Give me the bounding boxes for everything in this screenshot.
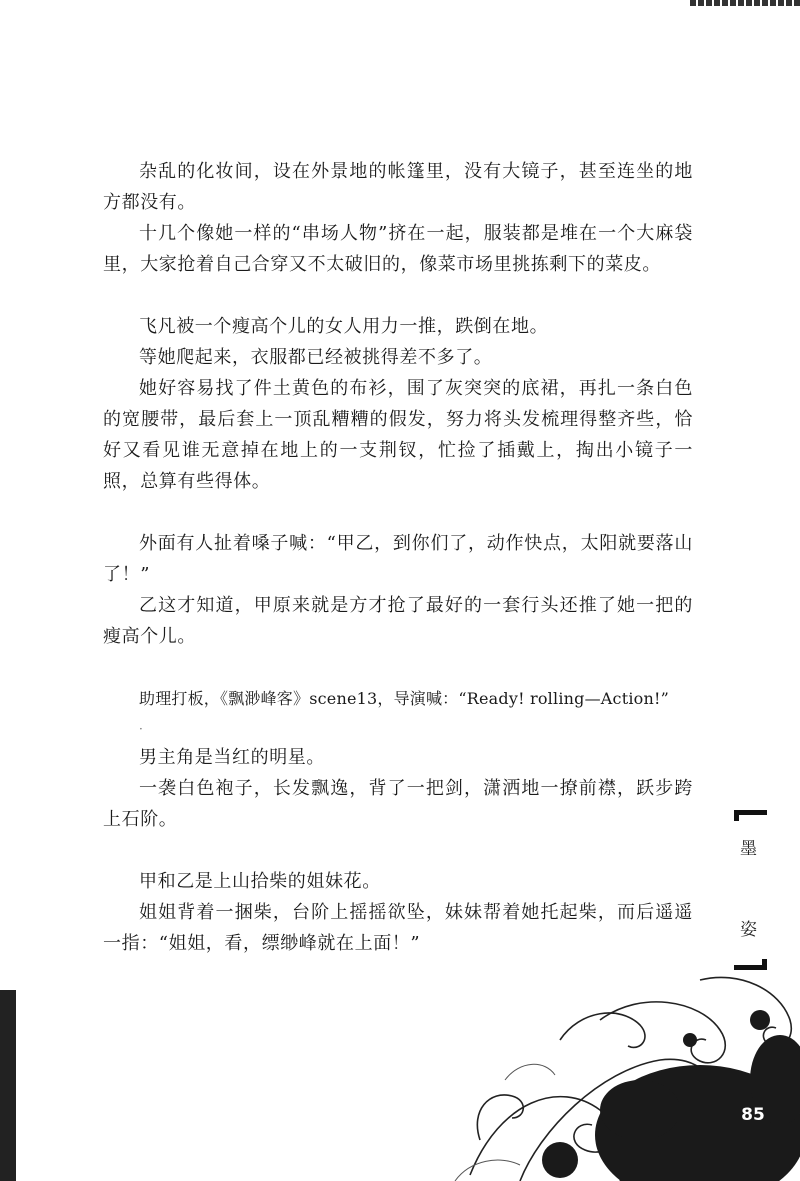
paragraph-2: 十几个像她一样的“串场人物”挤在一起，服装都是堆在一个大麻袋里，大家抢着自己合穿又不太破旧的，像菜市场里挑拣剩下的菜皮。 (103, 223, 693, 275)
paragraph-3: 飞凡被一个瘦高个儿的女人用力一推，跌倒在地。 (139, 316, 549, 337)
paragraph-6: 外面有人扯着嗓子喊：“甲乙，到你们了，动作快点，太阳就要落山了！” (103, 533, 693, 585)
side-char-1: 墨 (740, 839, 757, 859)
paragraph-8: 助理打板，《飘渺峰客》scene13，导演喊：“Ready! rolling—Action!” (139, 689, 669, 708)
side-char-2: 姿 (740, 920, 757, 940)
paragraph-4: 等她爬起来，衣服都已经被挑得差不多了。 (139, 347, 493, 368)
page-number: 85 (741, 1105, 765, 1125)
paragraph-10: 一袭白色袍子，长发飘逸，背了一把剑，潇洒地一撩前襟，跃步跨上石阶。 (103, 778, 693, 830)
paragraph-7: 乙这才知道，甲原来就是方才抢了最好的一套行头还推了她一把的瘦高个儿。 (103, 595, 693, 647)
paragraph-9: 男主角是当红的明星。 (139, 747, 325, 768)
header-strip (690, 0, 800, 6)
body-text (103, 156, 693, 959)
paragraph-5: 她好容易找了件土黄色的布衫，围了灰突突的底裙，再扎一条白色的宽腰带，最后套上一顶乱糟糟的假发，努力将头发梳理得整齐些，恰好又看见谁无意掉在地上的一支荆钗，忙捡了插戴上，掏出小镜子一照，总算有些得体。 (103, 378, 693, 492)
paragraph-11: 甲和乙是上山拾柴的姐妹花。 (139, 871, 381, 892)
bracket-top (734, 810, 767, 821)
swirl-ornament (0, 960, 800, 1181)
paragraph-1: 杂乱的化妆间，设在外景地的帐篷里，没有大镜子，甚至连坐的地方都没有。 (103, 161, 693, 213)
side-title-mark (730, 810, 770, 970)
paragraph-12: 姐姐背着一捆柴，台阶上摇摇欲坠，妹妹帮着她托起柴，而后遥遥一指：“姐姐，看，缥缈峰就在上面！” (103, 902, 693, 954)
stray-mark: · (139, 722, 144, 736)
